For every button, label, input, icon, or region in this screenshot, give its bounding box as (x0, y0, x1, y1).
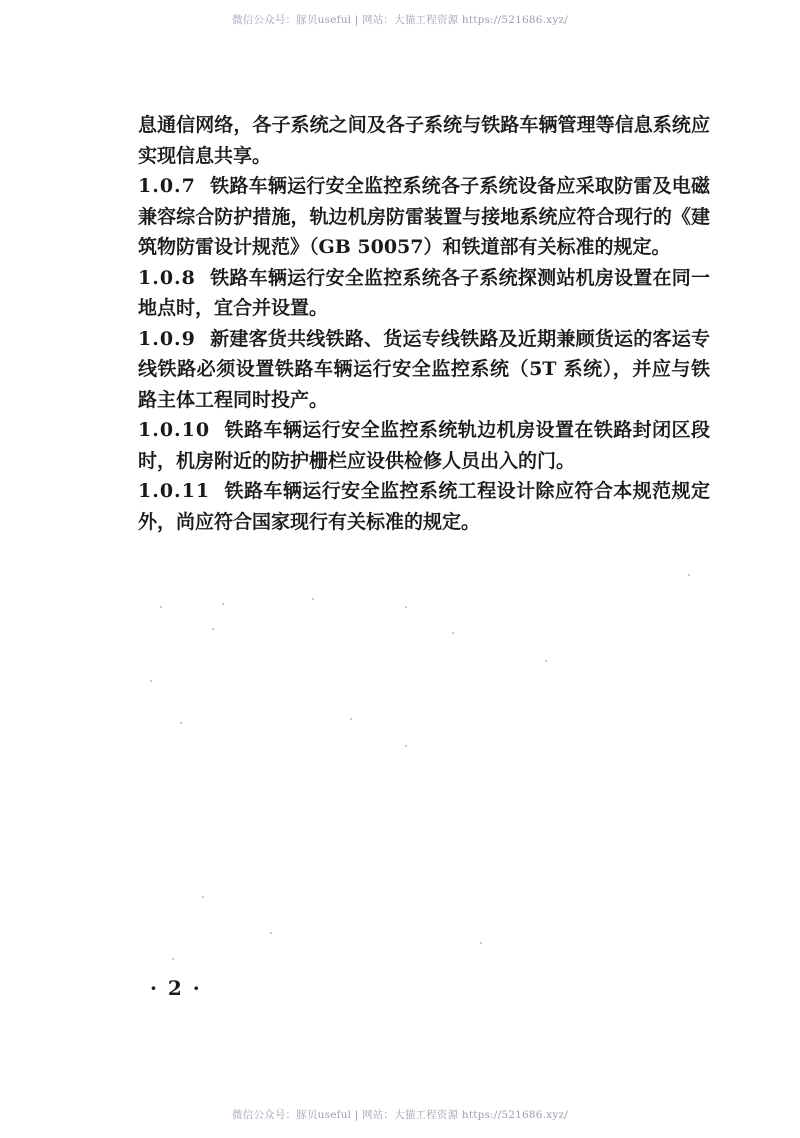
scan-speck (405, 745, 407, 747)
document-body (138, 110, 710, 537)
clause-number: 1.0.8 (138, 266, 196, 289)
scan-speck (150, 680, 152, 682)
scan-speck (212, 628, 214, 630)
scan-speck (180, 722, 182, 724)
clause-1-0-11 (138, 476, 710, 537)
clause-1-0-9 (138, 324, 710, 416)
clause-1-0-8 (138, 263, 710, 324)
scan-speck (312, 598, 314, 600)
scan-speck (480, 942, 482, 944)
clause-text: 铁路车辆运行安全监控系统工程设计除应符合本规范规定外，尚应符合国家现行有关标准的规定。 (138, 480, 710, 533)
scan-speck (545, 660, 547, 662)
scan-speck (202, 896, 204, 898)
scan-speck (452, 632, 454, 634)
scan-speck (688, 574, 690, 576)
watermark-bottom: 微信公众号：豚贝useful | 网站：大猫工程资源 https://521686.xyz/ (232, 1109, 568, 1121)
scan-speck (222, 603, 224, 605)
clause-text: 铁路车辆运行安全监控系统轨边机房设置在铁路封闭区段时，机房附近的防护栅栏应设供检修人员出入的门。 (138, 419, 710, 472)
page-number: · 2 · (150, 976, 202, 1000)
paragraph-text: 息通信网络，各子系统之间及各子系统与铁路车辆管理等信息系统应实现信息共享。 (138, 114, 710, 167)
clause-number: 1.0.7 (138, 175, 196, 197)
scan-speck (405, 606, 407, 608)
clause-number: 1.0.9 (138, 327, 196, 350)
clause-1-0-10 (138, 415, 710, 476)
scan-speck (160, 606, 162, 608)
clause-text: 新建客货共线铁路、货运专线铁路及近期兼顾货运的客运专线铁路必须设置铁路车辆运行安全监控系统（5T 系统），并应与铁路主体工程同时投产。 (138, 327, 710, 411)
clause-1-0-7 (138, 171, 710, 263)
paragraph-continuation (138, 110, 710, 171)
clause-text: 铁路车辆运行安全监控系统各子系统设备应采取防雷及电磁兼容综合防护措施，轨边机房防雷装置与接地系统应符合现行的《建筑物防雷设计规范》（GB 50057）和铁道部有关标准的规定。 (138, 175, 710, 258)
scan-speck (172, 958, 174, 960)
clause-number: 1.0.11 (138, 480, 211, 502)
scan-speck (270, 932, 272, 934)
clause-text: 铁路车辆运行安全监控系统各子系统探测站机房设置在同一地点时，宜合并设置。 (138, 266, 710, 319)
clause-number: 1.0.10 (138, 419, 211, 441)
watermark-top: 微信公众号：豚贝useful | 网站：大猫工程资源 https://521686.xyz/ (232, 14, 568, 26)
scan-speck (350, 718, 352, 720)
